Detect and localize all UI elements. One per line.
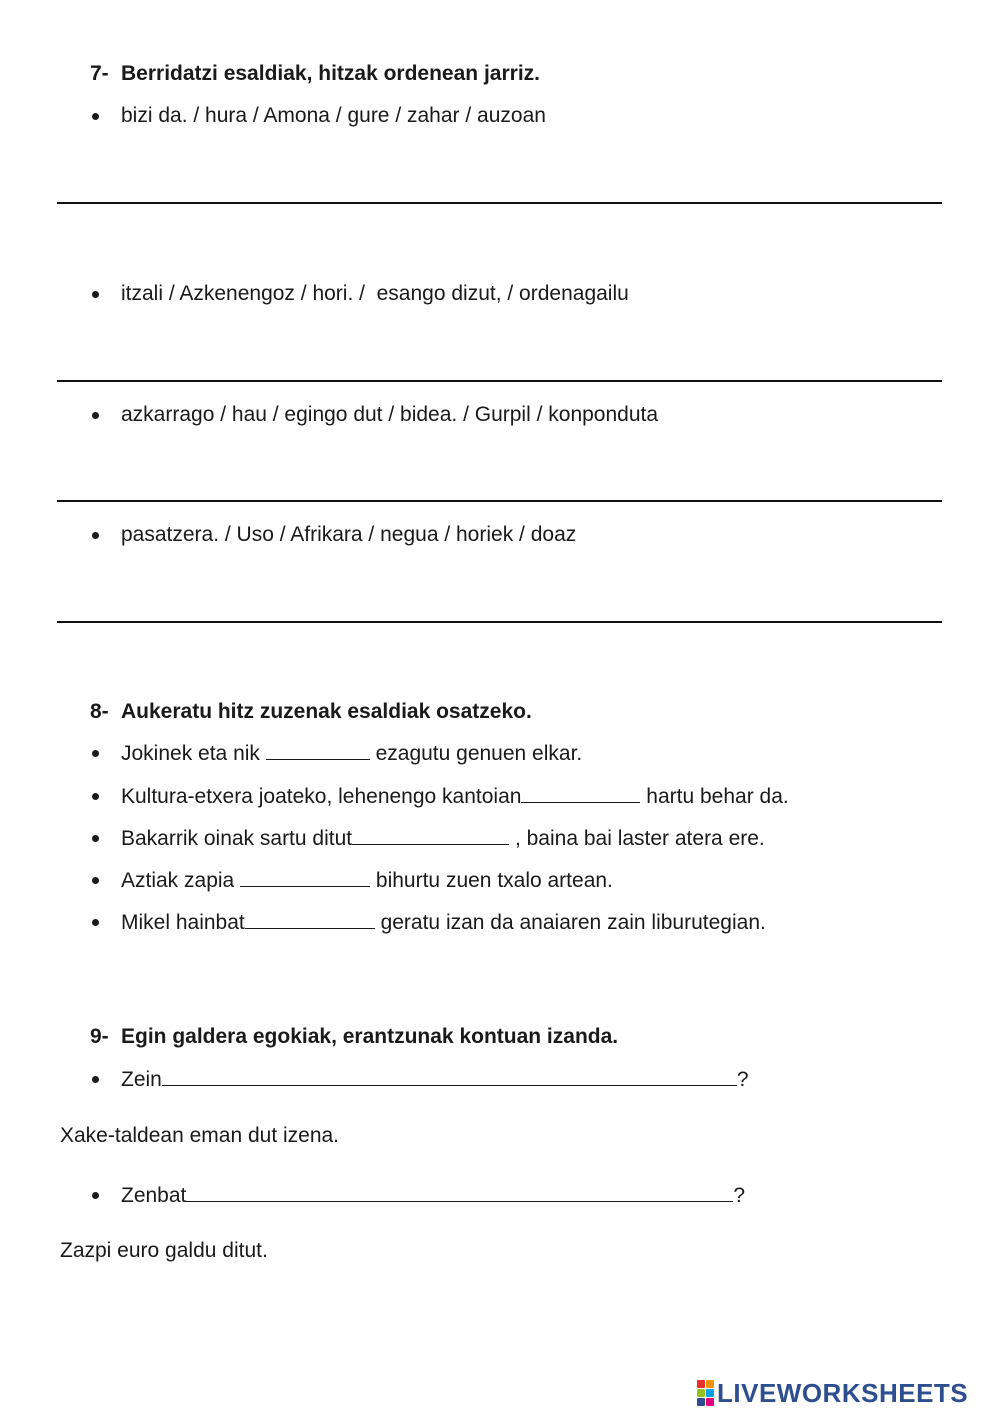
- logo-square: [697, 1398, 705, 1406]
- fill-item-text-after: , baina bai laster atera ere.: [509, 827, 765, 850]
- bullet-icon: [92, 291, 99, 298]
- section-8-heading: [90, 700, 532, 724]
- question-end: ?: [733, 1184, 746, 1207]
- answer-text-1: Xake-taldean eman dut izena.: [60, 1124, 340, 1147]
- answer-line-2[interactable]: [57, 380, 942, 382]
- fill-item-text-before: Mikel hainbat: [121, 911, 245, 934]
- section-8-title: Aukeratu hitz zuzenak esaldiak osatzeko.: [121, 700, 532, 723]
- fill-item-text-after: geratu izan da anaiaren zain liburutegian.: [374, 911, 766, 934]
- logo-square: [706, 1398, 714, 1406]
- answer-line-1[interactable]: [57, 202, 942, 204]
- logo-mark-icon: [697, 1380, 714, 1406]
- reorder-item-2: itzali / Azkenengoz / hori. / esango dizut, / ordenagailu: [121, 282, 629, 305]
- fill-item-text-after: bihurtu zuen txalo artean.: [370, 869, 613, 892]
- fill-item-3: [121, 826, 765, 851]
- fill-item-5: [121, 910, 766, 935]
- fill-blank[interactable]: [240, 868, 370, 887]
- bullet-icon: [92, 793, 99, 800]
- fill-item-text-before: Bakarrik oinak sartu ditut: [121, 827, 353, 850]
- question-blank[interactable]: [162, 1067, 737, 1086]
- bullet-icon: [92, 532, 99, 539]
- logo-square: [697, 1389, 705, 1397]
- bullet-icon: [92, 750, 99, 757]
- fill-item-text-after: hartu behar da.: [640, 785, 789, 808]
- fill-item-text-after: ezagutu genuen elkar.: [369, 742, 583, 765]
- section-8-number: 8-: [90, 700, 109, 723]
- bullet-icon: [92, 1192, 99, 1199]
- section-9-title: Egin galdera egokiak, erantzunak kontuan izanda.: [121, 1025, 619, 1048]
- bullet-icon: [92, 113, 99, 120]
- section-9-number: 9-: [90, 1025, 109, 1048]
- fill-item-text-before: Aztiak zapia: [121, 869, 241, 892]
- section-7-heading: [90, 62, 540, 86]
- answer-line-3[interactable]: [57, 500, 942, 502]
- logo-square: [706, 1380, 714, 1388]
- bullet-icon: [92, 877, 99, 884]
- answer-text-2: Zazpi euro galdu ditut.: [60, 1239, 268, 1262]
- question-item-1: [121, 1067, 749, 1092]
- liveworksheets-logo: [697, 1378, 968, 1408]
- logo-square: [706, 1389, 714, 1397]
- reorder-item-3: azkarrago / hau / egingo dut / bidea. / Gurpil / konponduta: [121, 403, 659, 426]
- question-item-2: [121, 1183, 745, 1208]
- bullet-icon: [92, 919, 99, 926]
- fill-blank[interactable]: [245, 910, 375, 929]
- fill-blank[interactable]: [521, 784, 640, 803]
- question-start: Zenbat: [121, 1184, 187, 1207]
- logo-text: LIVEWORKSHEETS: [717, 1377, 969, 1408]
- reorder-item-1: bizi da. / hura / Amona / gure / zahar / auzoan: [121, 104, 546, 127]
- bullet-icon: [92, 835, 99, 842]
- answer-line-4[interactable]: [57, 621, 942, 623]
- fill-item-text-before: Kultura-etxera joateko, lehenengo kantoian: [121, 785, 522, 808]
- question-end: ?: [736, 1068, 749, 1091]
- fill-item-text-before: Jokinek eta nik: [121, 742, 266, 765]
- section-7-title: Berridatzi esaldiak, hitzak ordenean jarriz.: [121, 62, 540, 85]
- section-9-heading: [90, 1025, 618, 1049]
- reorder-item-4: pasatzera. / Uso / Afrikara / negua / horiek / doaz: [121, 523, 577, 546]
- section-7-number: 7-: [90, 62, 109, 85]
- logo-square: [697, 1380, 705, 1388]
- fill-item-4: [121, 868, 613, 893]
- fill-item-2: [121, 784, 789, 809]
- fill-blank[interactable]: [352, 826, 509, 845]
- fill-blank[interactable]: [266, 741, 370, 760]
- bullet-icon: [92, 412, 99, 419]
- bullet-icon: [92, 1076, 99, 1083]
- fill-item-1: [121, 741, 582, 766]
- question-start: Zein: [121, 1068, 162, 1091]
- question-blank[interactable]: [186, 1183, 733, 1202]
